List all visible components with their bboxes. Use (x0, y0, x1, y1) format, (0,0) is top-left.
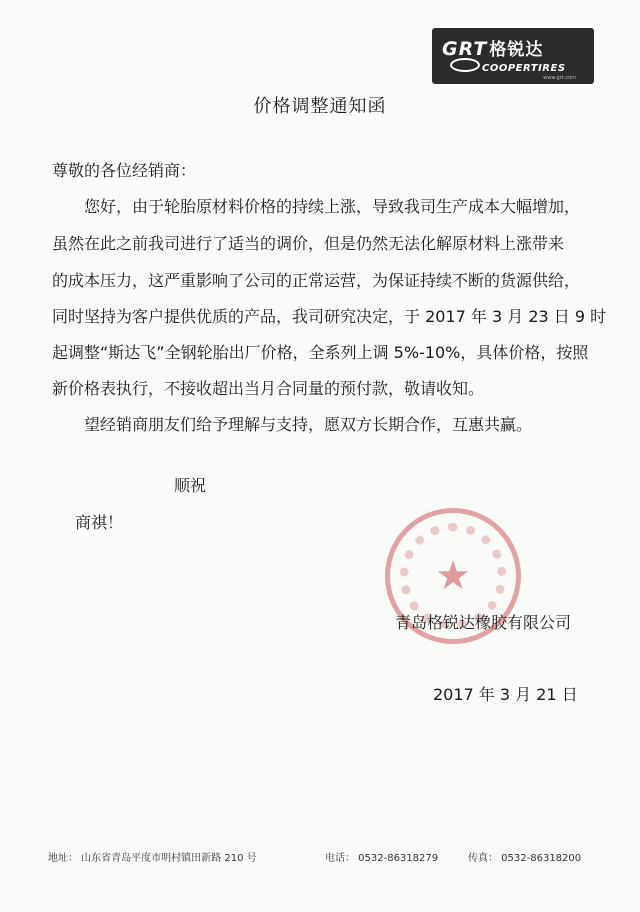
footer-address: 地址： 山东省青岛平度市明村镇田新路 210 号 (48, 853, 257, 864)
logo-url: www.grt.com (543, 75, 576, 81)
closing-wish: 商祺！ (75, 513, 124, 532)
logo-brand-cn: 格锐达 (489, 40, 544, 60)
body-line: 您好，由于轮胎原材料价格的持续上涨，导致我司生产成本大幅增加， (84, 197, 581, 216)
body-line: 起调整“斯达飞”全钢轮胎出厂价格，全系列上调 5%-10%，具体价格，按照 (52, 343, 589, 362)
letter-title: 价格调整通知函 (253, 96, 387, 117)
body-line: 的成本压力，这严重影响了公司的正常运营，为保证持续不断的货源供给， (52, 271, 581, 290)
body-line: 虽然在此之前我司进行了适当的调价，但是仍然无法化解原材料上涨带来 (52, 234, 565, 253)
body-line: 望经销商朋友们给予理解与支持，愿双方长期合作，互惠共赢。 (84, 415, 533, 434)
closing-salutation: 顺祝 (174, 476, 207, 495)
logo-brand-text: GRT (442, 38, 488, 60)
footer-fax: 传真： 0532-86318200 (468, 853, 582, 864)
body-line: 新价格表执行，不接收超出当月合同量的预付款，敬请收知。 (52, 379, 485, 398)
seal-star-icon: ★ (435, 553, 471, 599)
logo-brand (442, 35, 543, 60)
logo-subtitle: COOPERTIRES (482, 63, 566, 74)
body-line: 同时坚持为客户提供优质的产品，我司研究决定，于 2017 年 3 月 23 日 9 时 (52, 307, 607, 326)
logo-swoosh-icon (450, 58, 480, 72)
company-name: 青岛格锐达橡胶有限公司 (395, 613, 572, 632)
greeting: 尊敬的各位经销商： (52, 161, 197, 180)
letter-date: 2017 年 3 月 21 日 (433, 685, 578, 704)
company-logo (432, 28, 594, 84)
footer-phone: 电话： 0532-86318279 (325, 853, 439, 864)
